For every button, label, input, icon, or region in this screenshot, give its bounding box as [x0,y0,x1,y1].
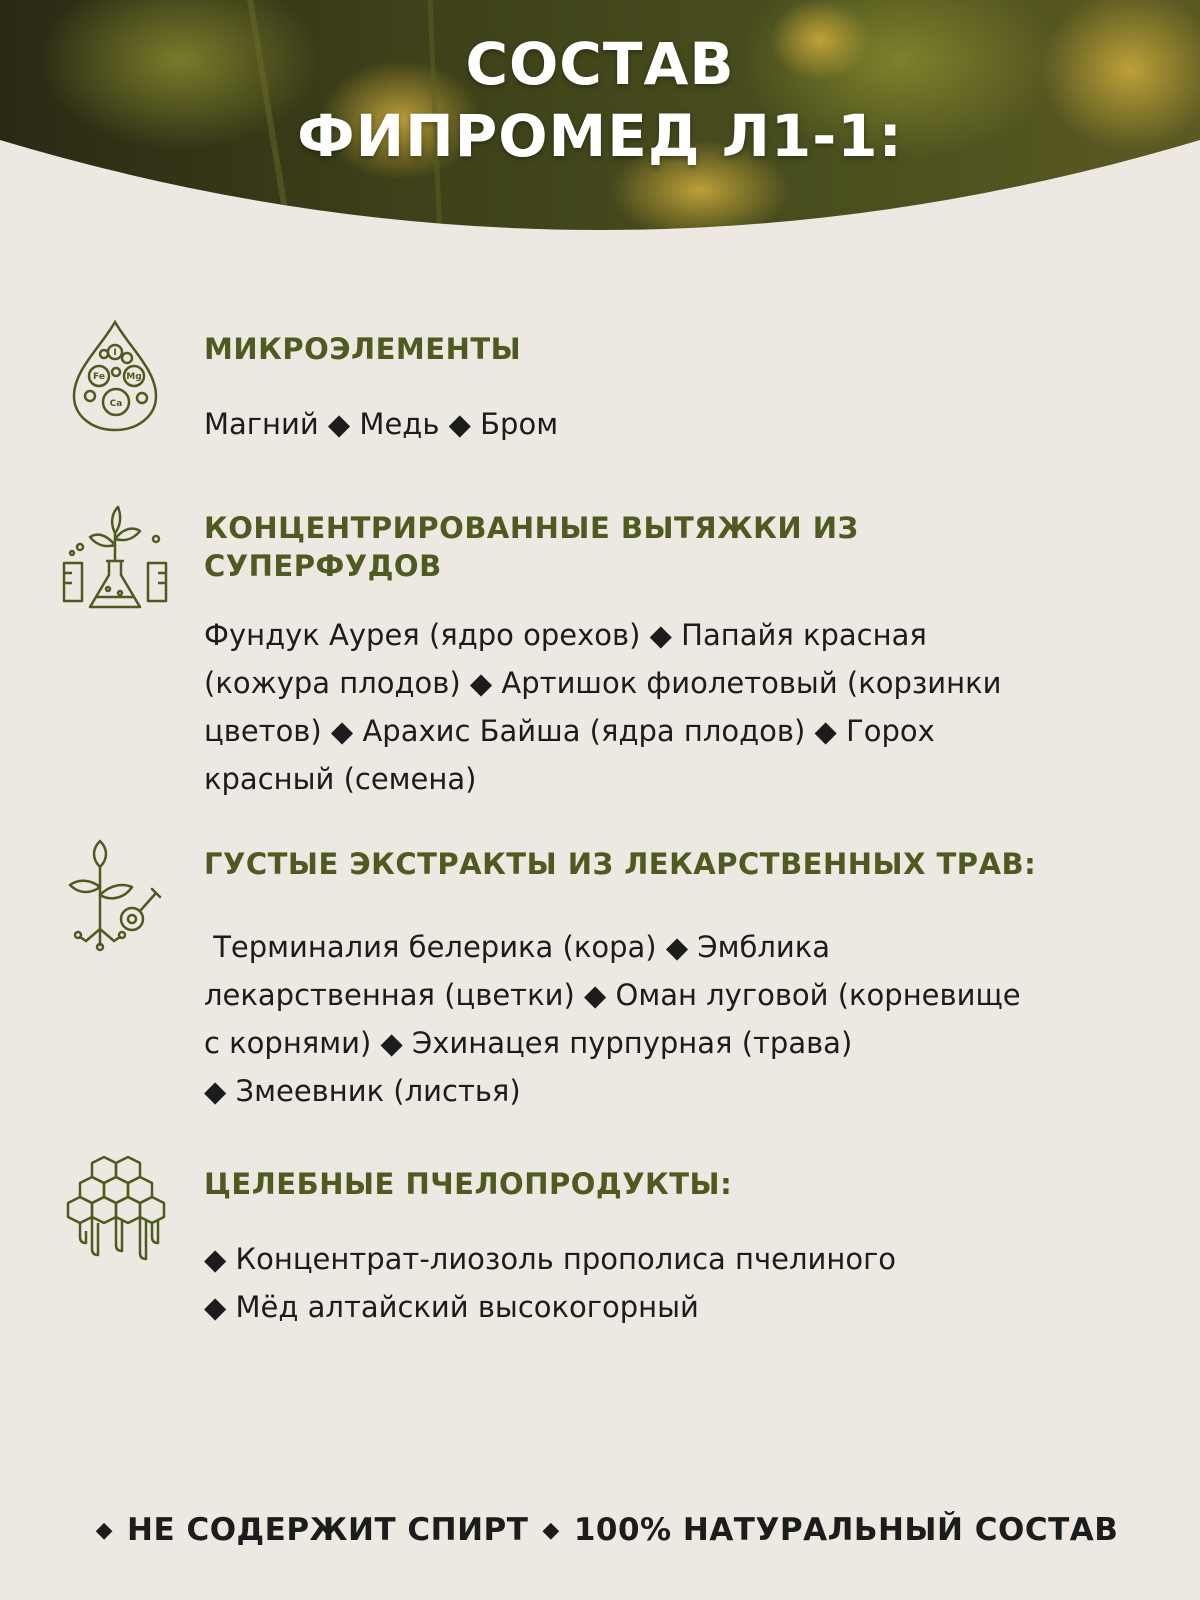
section-body-line: ◆ Мёд алтайский высокогорный [204,1290,699,1324]
section-title-line: ГУСТЫЕ ЭКСТРАКТЫ ИЗ ЛЕКАРСТВЕННЫХ ТРАВ: [204,847,1037,881]
section-body [204,611,1124,803]
section-body-line: красный (семена) [204,762,477,796]
section-title [204,845,1124,883]
section-body-line: (кожура плодов) ◆ Артишок фиолетовый (корзинки [204,666,1002,700]
section-body [204,400,1124,448]
diamond-bullet-icon: ◆ [95,1518,114,1543]
section-title [204,330,1124,368]
section-body-line: Терминалия белерика (кора) ◆ Эмблика [204,930,831,964]
svg-text:Ca: Ca [109,399,123,409]
section-title-line: КОНЦЕНТРИРОВАННЫЕ ВЫТЯЖКИ ИЗ [204,511,859,545]
footer-claim-natural: 100% НАТУРАЛЬНЫЙ СОСТАВ [573,1512,1119,1548]
section-body-line: цветов) ◆ Арахис Байша (ядра плодов) ◆ Горох [204,714,935,748]
section-body-line: Магний ◆ Медь ◆ Бром [204,407,559,441]
title-line-1: СОСТАВ [465,30,735,98]
section-body [204,923,1124,1115]
honeycomb-icon [60,1153,170,1268]
section-title-line: МИКРОЭЛЕМЕНТЫ [204,332,522,366]
section-title-line: ЦЕЛЕБНЫЕ ПЧЕЛОПРОДУКТЫ: [204,1167,733,1201]
section-title-line: СУПЕРФУДОВ [204,549,442,583]
water-drop-elements-icon [60,318,170,433]
diamond-bullet-icon: ◆ [542,1518,560,1543]
page-title [0,28,1200,172]
svg-text:Fe: Fe [93,372,105,382]
section-body-line: лекарственная (цветки) ◆ Оман луговой (корневище [204,978,1021,1012]
footer-claims [0,1512,1200,1548]
plant-flask-icon [60,503,170,618]
section-body-line: ◆ Змеевник (листья) [204,1074,521,1108]
section-title [204,509,1124,585]
svg-text:I: I [113,348,117,358]
section-body-line: ◆ Концентрат-лиозоль прополиса пчелиного [204,1242,897,1276]
section-body-line: с корнями) ◆ Эхинацея пурпурная (трава) [204,1026,853,1060]
herb-sprout-icon [60,837,170,952]
section-title [204,1165,1124,1203]
svg-text:Mg: Mg [126,372,142,382]
footer-claim-no-alcohol: НЕ СОДЕРЖИТ СПИРТ [127,1512,529,1548]
section-body-line: Фундук Аурея (ядро орехов) ◆ Папайя красная [204,618,927,652]
section-body [204,1235,1124,1331]
header-banner [0,0,1200,240]
title-line-2: ФИПРОМЕД Л1-1: [297,102,903,170]
